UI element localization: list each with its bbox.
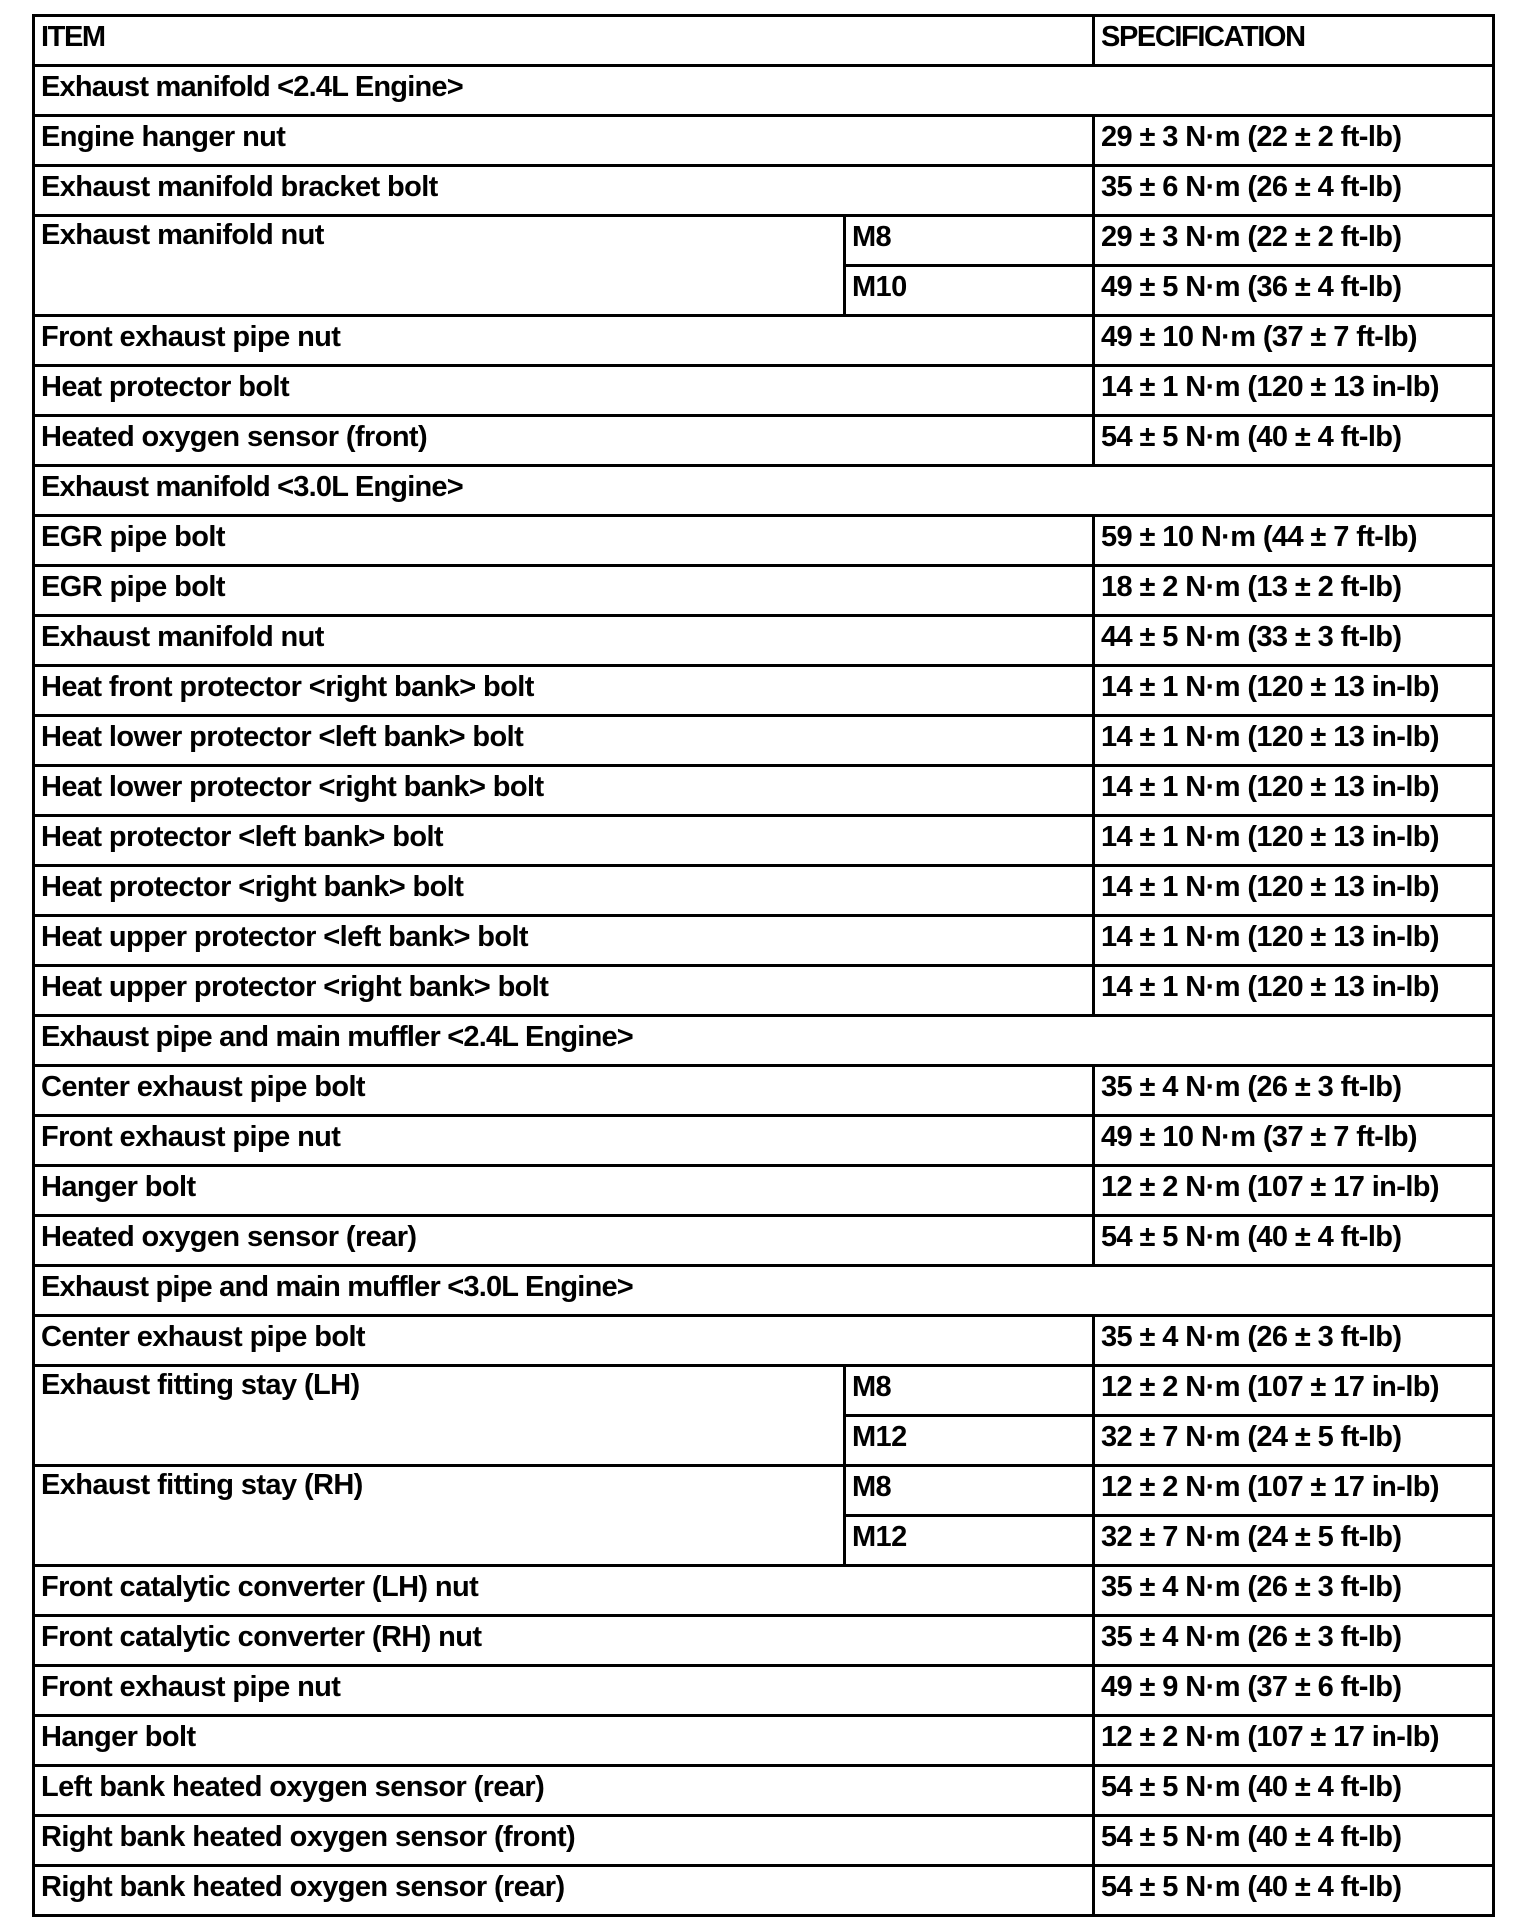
size-variant: M8 <box>845 1366 1094 1416</box>
item-name: Left bank heated oxygen sensor (rear) <box>34 1766 1094 1816</box>
table-row <box>34 916 1494 966</box>
specification-value: 12 ± 2 N·m (107 ± 17 in-lb) <box>1094 1166 1494 1216</box>
specification-value: 12 ± 2 N·m (107 ± 17 in-lb) <box>1094 1366 1494 1416</box>
table-row <box>34 516 1494 566</box>
table-row <box>34 566 1494 616</box>
section-header-row <box>34 66 1494 116</box>
table-row <box>34 1366 1494 1416</box>
specification-value: 18 ± 2 N·m (13 ± 2 ft-lb) <box>1094 566 1494 616</box>
item-name: Exhaust manifold nut <box>34 216 845 316</box>
item-name: Heat upper protector <left bank> bolt <box>34 916 1094 966</box>
specification-value: 14 ± 1 N·m (120 ± 13 in-lb) <box>1094 766 1494 816</box>
specification-value: 35 ± 4 N·m (26 ± 3 ft-lb) <box>1094 1616 1494 1666</box>
table-row <box>34 866 1494 916</box>
section-header-row <box>34 1016 1494 1066</box>
size-variant: M8 <box>845 1466 1094 1516</box>
item-name: Heat protector bolt <box>34 366 1094 416</box>
table-row <box>34 366 1494 416</box>
table-row <box>34 1866 1494 1916</box>
table-row <box>34 966 1494 1016</box>
table-row <box>34 1116 1494 1166</box>
item-name: Center exhaust pipe bolt <box>34 1316 1094 1366</box>
item-name: Heat protector <right bank> bolt <box>34 866 1094 916</box>
specification-value: 14 ± 1 N·m (120 ± 13 in-lb) <box>1094 366 1494 416</box>
specification-value: 35 ± 6 N·m (26 ± 4 ft-lb) <box>1094 166 1494 216</box>
specification-value: 49 ± 9 N·m (37 ± 6 ft-lb) <box>1094 1666 1494 1716</box>
item-name: Heat front protector <right bank> bolt <box>34 666 1094 716</box>
item-name: Front catalytic converter (RH) nut <box>34 1616 1094 1666</box>
size-variant: M12 <box>845 1516 1094 1566</box>
specification-value: 29 ± 3 N·m (22 ± 2 ft-lb) <box>1094 216 1494 266</box>
item-name: Hanger bolt <box>34 1166 1094 1216</box>
item-name: EGR pipe bolt <box>34 566 1094 616</box>
table-row <box>34 416 1494 466</box>
table-row <box>34 1616 1494 1666</box>
table-row <box>34 766 1494 816</box>
specification-value: 59 ± 10 N·m (44 ± 7 ft-lb) <box>1094 516 1494 566</box>
item-name: Heat protector <left bank> bolt <box>34 816 1094 866</box>
item-column-header: ITEM <box>34 16 1094 66</box>
specification-value: 49 ± 10 N·m (37 ± 7 ft-lb) <box>1094 1116 1494 1166</box>
table-row <box>34 1566 1494 1616</box>
item-name: Front exhaust pipe nut <box>34 316 1094 366</box>
specification-value: 54 ± 5 N·m (40 ± 4 ft-lb) <box>1094 1866 1494 1916</box>
specification-value: 14 ± 1 N·m (120 ± 13 in-lb) <box>1094 716 1494 766</box>
table-row <box>34 1716 1494 1766</box>
specification-value: 54 ± 5 N·m (40 ± 4 ft-lb) <box>1094 1816 1494 1866</box>
item-name: Front exhaust pipe nut <box>34 1116 1094 1166</box>
item-name: Heat lower protector <left bank> bolt <box>34 716 1094 766</box>
specification-value: 49 ± 5 N·m (36 ± 4 ft-lb) <box>1094 266 1494 316</box>
specification-value: 49 ± 10 N·m (37 ± 7 ft-lb) <box>1094 316 1494 366</box>
table-row <box>34 166 1494 216</box>
table-row <box>34 1466 1494 1516</box>
table-row <box>34 1316 1494 1366</box>
specification-column-header: SPECIFICATION <box>1094 16 1494 66</box>
specification-value: 35 ± 4 N·m (26 ± 3 ft-lb) <box>1094 1066 1494 1116</box>
specification-value: 12 ± 2 N·m (107 ± 17 in-lb) <box>1094 1716 1494 1766</box>
specification-value: 14 ± 1 N·m (120 ± 13 in-lb) <box>1094 916 1494 966</box>
section-title: Exhaust pipe and main muffler <2.4L Engine> <box>34 1016 1494 1066</box>
section-title: Exhaust manifold <2.4L Engine> <box>34 66 1494 116</box>
item-name: Front catalytic converter (LH) nut <box>34 1566 1094 1616</box>
size-variant: M12 <box>845 1416 1094 1466</box>
specification-value: 44 ± 5 N·m (33 ± 3 ft-lb) <box>1094 616 1494 666</box>
section-header-row <box>34 466 1494 516</box>
item-name: Hanger bolt <box>34 1716 1094 1766</box>
item-name: Heated oxygen sensor (rear) <box>34 1216 1094 1266</box>
specification-value: 35 ± 4 N·m (26 ± 3 ft-lb) <box>1094 1566 1494 1616</box>
item-name: Exhaust manifold bracket bolt <box>34 166 1094 216</box>
specification-value: 14 ± 1 N·m (120 ± 13 in-lb) <box>1094 816 1494 866</box>
table-row <box>34 1166 1494 1216</box>
item-name: Right bank heated oxygen sensor (front) <box>34 1816 1094 1866</box>
table-row <box>34 1666 1494 1716</box>
size-variant: M8 <box>845 216 1094 266</box>
table-row <box>34 1216 1494 1266</box>
section-title: Exhaust pipe and main muffler <3.0L Engine> <box>34 1266 1494 1316</box>
table-row <box>34 216 1494 266</box>
table-row <box>34 716 1494 766</box>
item-name: Heat upper protector <right bank> bolt <box>34 966 1094 1016</box>
table-row <box>34 816 1494 866</box>
item-name: Right bank heated oxygen sensor (rear) <box>34 1866 1094 1916</box>
table-row <box>34 316 1494 366</box>
item-name: Heated oxygen sensor (front) <box>34 416 1094 466</box>
item-name: Center exhaust pipe bolt <box>34 1066 1094 1116</box>
specification-value: 54 ± 5 N·m (40 ± 4 ft-lb) <box>1094 416 1494 466</box>
specification-value: 54 ± 5 N·m (40 ± 4 ft-lb) <box>1094 1766 1494 1816</box>
item-name: Exhaust manifold nut <box>34 616 1094 666</box>
specification-value: 14 ± 1 N·m (120 ± 13 in-lb) <box>1094 866 1494 916</box>
specification-value: 32 ± 7 N·m (24 ± 5 ft-lb) <box>1094 1416 1494 1466</box>
item-name: Front exhaust pipe nut <box>34 1666 1094 1716</box>
item-name: Heat lower protector <right bank> bolt <box>34 766 1094 816</box>
torque-spec-table <box>32 14 1495 1917</box>
table-row <box>34 1066 1494 1116</box>
table-row <box>34 616 1494 666</box>
section-header-row <box>34 1266 1494 1316</box>
item-name: Engine hanger nut <box>34 116 1094 166</box>
section-title: Exhaust manifold <3.0L Engine> <box>34 466 1494 516</box>
size-variant: M10 <box>845 266 1094 316</box>
specification-value: 32 ± 7 N·m (24 ± 5 ft-lb) <box>1094 1516 1494 1566</box>
specification-value: 35 ± 4 N·m (26 ± 3 ft-lb) <box>1094 1316 1494 1366</box>
table-row <box>34 116 1494 166</box>
specification-value: 29 ± 3 N·m (22 ± 2 ft-lb) <box>1094 116 1494 166</box>
item-name: Exhaust fitting stay (LH) <box>34 1366 845 1466</box>
table-row <box>34 666 1494 716</box>
header-row <box>34 16 1494 66</box>
specification-value: 14 ± 1 N·m (120 ± 13 in-lb) <box>1094 666 1494 716</box>
specification-value: 12 ± 2 N·m (107 ± 17 in-lb) <box>1094 1466 1494 1516</box>
specification-value: 14 ± 1 N·m (120 ± 13 in-lb) <box>1094 966 1494 1016</box>
item-name: EGR pipe bolt <box>34 516 1094 566</box>
table-row <box>34 1766 1494 1816</box>
specification-value: 54 ± 5 N·m (40 ± 4 ft-lb) <box>1094 1216 1494 1266</box>
table-body <box>34 66 1494 1916</box>
item-name: Exhaust fitting stay (RH) <box>34 1466 845 1566</box>
table-row <box>34 1816 1494 1866</box>
